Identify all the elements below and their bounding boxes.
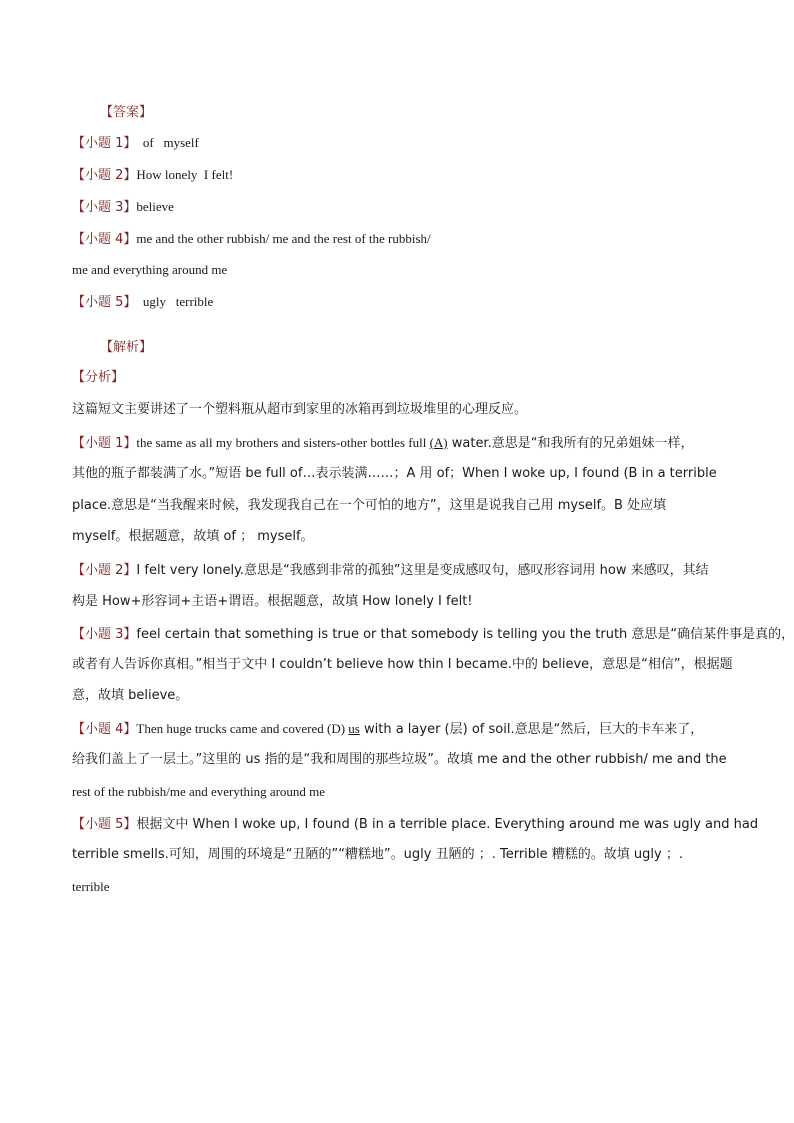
answer-heading: 【答案】: [100, 105, 153, 120]
question-tag: 【小题 2】: [72, 168, 137, 183]
analysis-label: 【分析】: [72, 370, 125, 385]
analysis-q2-line-1: [72, 560, 709, 581]
answer-text: me and the other rubbish/ me and the rest of the rubbish/: [136, 231, 431, 246]
question-tag: 【小题 4】: [72, 232, 137, 247]
text-run: Then huge trucks came and covered (D): [136, 721, 349, 736]
analysis-q3-line-3: 意，故填 believe。: [72, 688, 189, 703]
analysis-q4-line-3: rest of the rubbish/me and everything around me: [72, 784, 326, 799]
question-tag: 【小题 2】: [72, 563, 137, 578]
text-run: feel certain that something is true or that somebody is telling you the truth 意思是“确信某件事是真的，: [136, 627, 794, 642]
question-tag: 【小题 4】: [72, 722, 137, 737]
answer-text: me and everything around me: [72, 262, 228, 277]
answer-line-4-cont: [72, 260, 227, 280]
answer-line-2: [72, 165, 233, 186]
question-tag: 【小题 1】: [72, 436, 137, 451]
text-run: water.意思是“和我所有的兄弟姐妹一样，: [447, 436, 694, 451]
analysis-q1-line-2: 其他的瓶子都装满了水。”短语 be full of…表示装满……；A 用 of；When I woke up, I found (B in a terrible: [72, 466, 717, 481]
answer-line-4: [72, 229, 431, 250]
underlined-word: us: [348, 721, 360, 736]
analysis-q2-line-2: 构是 How+形容词+主语+谓语。根据题意，故填 How lonely I felt!: [72, 594, 473, 609]
analysis-q1-line-3: place.意思是“当我醒来时候，我发现我自己在一个可怕的地方”，这里是说我自己用 myself。B 处应填: [72, 498, 667, 513]
question-tag: 【小题 5】: [72, 295, 137, 310]
analysis-q1-line-1: [72, 433, 693, 454]
analysis-q4-line-1: [72, 719, 703, 740]
analysis-q5-line-2: terrible smells.可知，周围的环境是“丑陋的”“糟糕地”。ugly 丑陋的 ；. Terrible 糟糕的。故填 ugly ；.: [72, 847, 683, 862]
question-tag: 【小题 1】: [72, 136, 137, 151]
question-tag: 【小题 3】: [72, 200, 137, 215]
text-run: the same as all my brothers and sisters-other bottles full: [136, 435, 430, 450]
answer-text: believe: [136, 199, 174, 214]
answer-text: of myself: [136, 135, 199, 150]
text-run: 根据文中 When I woke up, I found (B in a terrible place. Everything around me was ugly and had: [136, 817, 759, 832]
underlined-blank: (A): [429, 435, 448, 450]
text-run: I felt very lonely.意思是“我感到非常的孤独”这里是变成感叹句，感叹形容词用 how 来感叹，其结: [136, 563, 709, 578]
analysis-q4-line-2: 给我们盖上了一层土。”这里的 us 指的是“我和周围的那些垃圾”。故填 me and the other rubbish/ me and the: [72, 752, 727, 767]
answer-text: ugly terrible: [136, 294, 214, 309]
analysis-q3-line-1: [72, 624, 794, 645]
analysis-heading: 【解析】: [100, 340, 153, 355]
analysis-q5-line-3: terrible: [72, 879, 110, 894]
analysis-q5-line-1: [72, 814, 758, 835]
question-tag: 【小题 3】: [72, 627, 137, 642]
question-tag: 【小题 5】: [72, 817, 137, 832]
text-run: with a layer (层) of soil.意思是“然后，巨大的卡车来了，: [359, 722, 704, 737]
analysis-q3-line-2: 或者有人告诉你真相。”相当于文中 I couldn’t believe how thin I became.中的 believe，意思是“相信”，根据题: [72, 657, 733, 672]
answer-line-1: [72, 133, 199, 154]
answer-text: How lonely I felt!: [136, 167, 234, 182]
analysis-summary: 这篇短文主要讲述了一个塑料瓶从超市到家里的冰箱再到垃圾堆里的心理反应。: [72, 402, 528, 417]
answer-line-3: [72, 197, 174, 218]
answer-line-5: [72, 292, 213, 313]
analysis-q1-line-4: myself。根据题意，故填 of ； myself。: [72, 529, 314, 544]
